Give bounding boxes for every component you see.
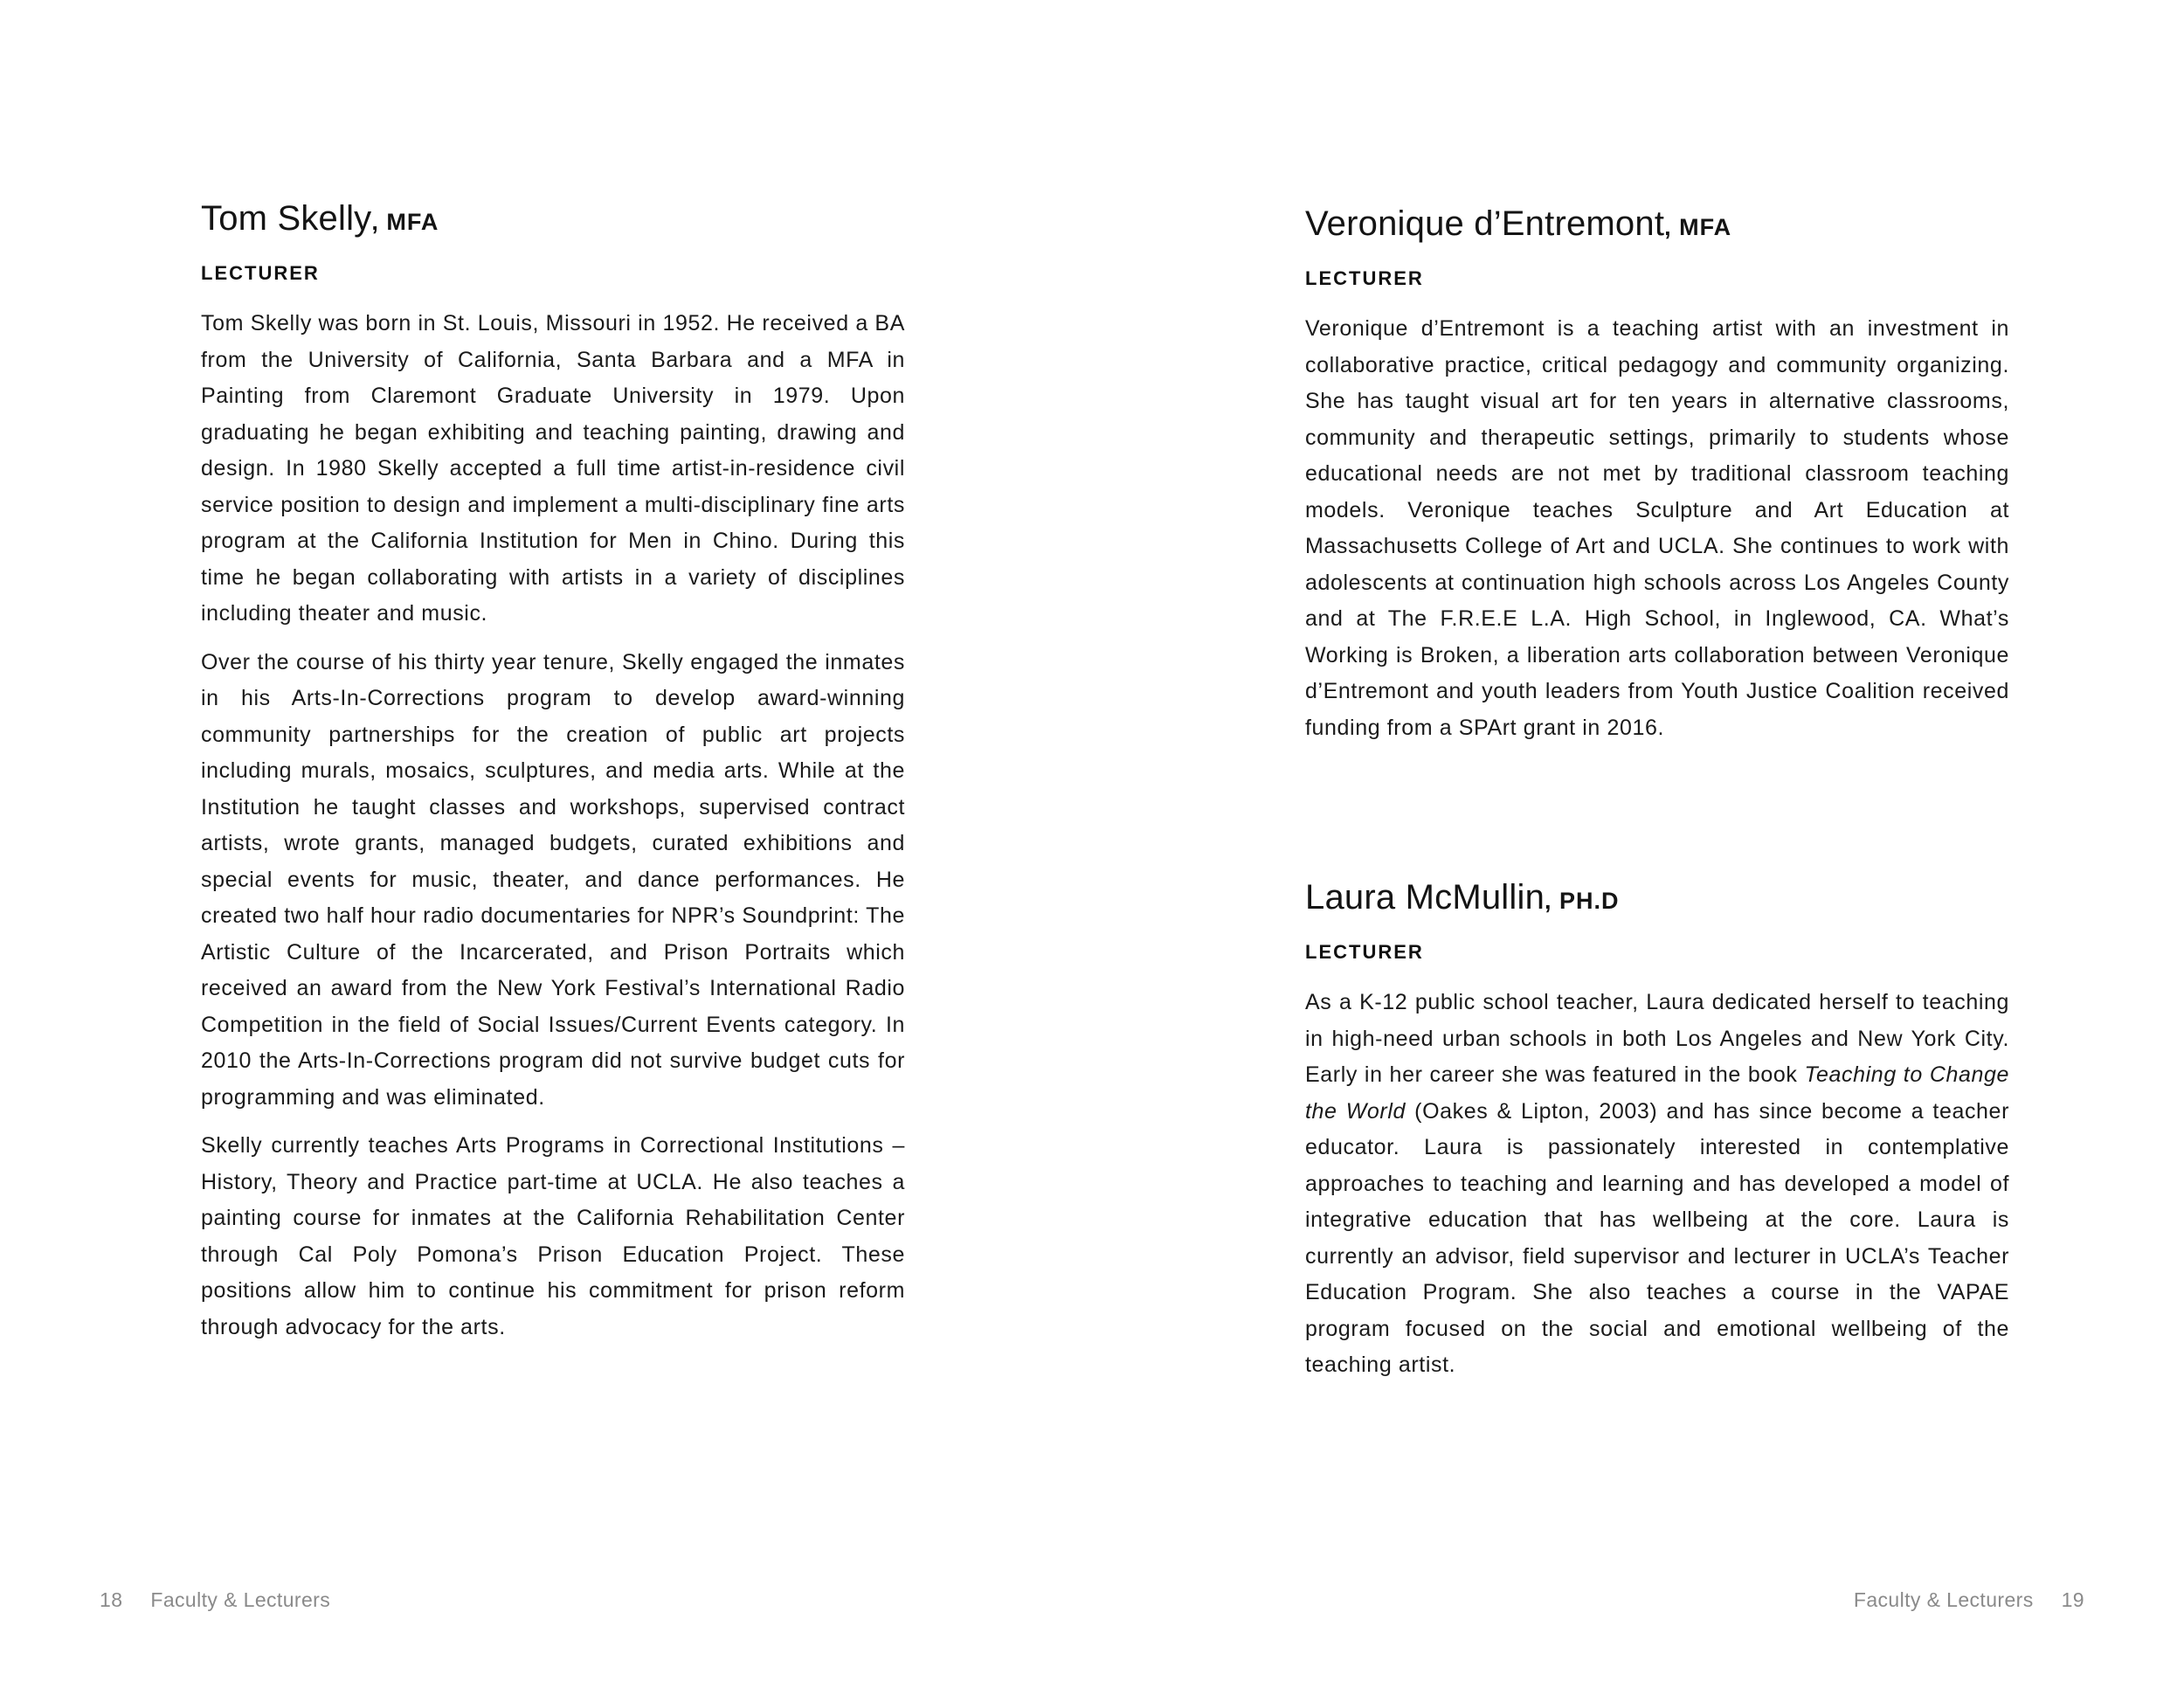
faculty-role: LECTURER — [1305, 941, 1424, 963]
faculty-name-heading — [1305, 873, 2009, 922]
running-title: Faculty & Lecturers — [150, 1588, 331, 1611]
faculty-name: Tom Skelly — [201, 199, 372, 238]
running-title: Faculty & Lecturers — [1853, 1588, 2034, 1611]
faculty-bio — [1305, 311, 2009, 746]
faculty-entry-tom-skelly — [201, 194, 905, 1358]
bio-paragraph: Tom Skelly was born in St. Louis, Missouri in 1952. He received a BA from the University of California, Santa Barbara and a MFA in Painting from Claremont Graduate University in 1979. Upon graduating he began exhibiting and teaching painting, drawing and design. In 1980 Skelly accepted a full time artist-in-residence civil service position to design and implement a multi-disciplinary fine arts program at the California Institution for Men in Chino. During this time he began collaborating with artists in a variety of disciplines including theater and music. — [201, 311, 905, 626]
book-title: Teaching to Change the World — [1305, 1062, 2009, 1124]
faculty-name: Laura McMullin — [1305, 878, 1545, 917]
faculty-name-heading — [201, 194, 905, 243]
faculty-role: LECTURER — [1305, 267, 1424, 289]
bio-text: As a K-12 public school teacher, Laura dedicated herself to teaching in high-need urban schools in both Los Angeles and New York City. Early in her career she was featured in the book — [1305, 990, 2009, 1087]
bio-paragraph: Skelly currently teaches Arts Programs in Correctional Institutions – History, Theory and Practice part-time at UCLA. He also teaches a painting course for inmates at the California Rehabilitation Center through Cal Poly Pomona’s Prison Education Project. These positions allow him to continue his commitment for prison reform through advocacy for the arts. — [201, 1133, 905, 1339]
faculty-bio — [201, 306, 905, 1346]
bio-paragraph: Over the course of his thirty year tenure, Skelly engaged the inmates in his Arts-In-Corrections program to develop award-winning community partnerships for the creation of public art projects including murals, mosaics, sculptures, and media arts. While at the Institution he taught classes and workshops, supervised contract artists, wrote grants, managed budgets, curated exhibitions and special events for music, theater, and dance performances. He created two half hour radio documentaries for NPR’s Soundprint: The Artistic Culture of the Incarcerated, and Prison Portraits which received an award from the New York Festival’s International Radio Competition in the field of Social Issues/Current Events category. In 2010 the Arts-In-Corrections program did not survive budget cuts for programming and was eliminated. — [201, 649, 905, 1110]
faculty-entry-laura-mcmullin — [1305, 873, 2009, 1396]
bio-paragraph — [1305, 985, 2009, 1384]
page-number: 18 — [100, 1588, 123, 1611]
faculty-name: Veronique d’Entremont — [1305, 204, 1665, 243]
faculty-name-heading — [1305, 199, 2009, 248]
right-page — [1092, 0, 2184, 1688]
faculty-entry-veronique-dentremont — [1305, 199, 2009, 758]
page-number: 19 — [2061, 1588, 2084, 1611]
page-footer — [100, 1587, 330, 1613]
bio-text: (Oakes & Lipton, 2003) and has since become a teacher educator. Laura is passionately interested in contemplative approaches to teaching and learning and has developed a model of integrative education that has wellbeing at the core. Laura is currently an advisor, field supervisor and lecturer in UCLA’s Teacher Education Program. She also teaches a course in the VAPAE program focused on the social and emotional wellbeing of the teaching artist. — [1305, 1098, 2009, 1377]
bio-paragraph: Veronique d’Entremont is a teaching artist with an investment in collaborative practice, critical pedagogy and community organizing. She has taught visual art for ten years in alternative classrooms, community and therapeutic settings, primarily to students whose educational needs are not met by traditional classroom teaching models. Veronique teaches Sculpture and Art Education at Massachusetts College of Art and UCLA. She continues to work with adolescents at continuation high schools across Los Angeles County and at The F.R.E.E L.A. High School, in Inglewood, CA. What’s Working is Broken, a liberation arts collaboration between Veronique d’Entremont and youth leaders from Youth Justice Coalition received funding from a SPArt grant in 2016. — [1305, 316, 2009, 740]
faculty-bio — [1305, 985, 2009, 1384]
faculty-degree: , PH.D — [1545, 888, 1620, 914]
faculty-degree: , MFA — [1664, 214, 1732, 240]
faculty-degree: , MFA — [371, 209, 439, 235]
faculty-role: LECTURER — [201, 262, 320, 284]
page-footer — [1854, 1587, 2084, 1613]
